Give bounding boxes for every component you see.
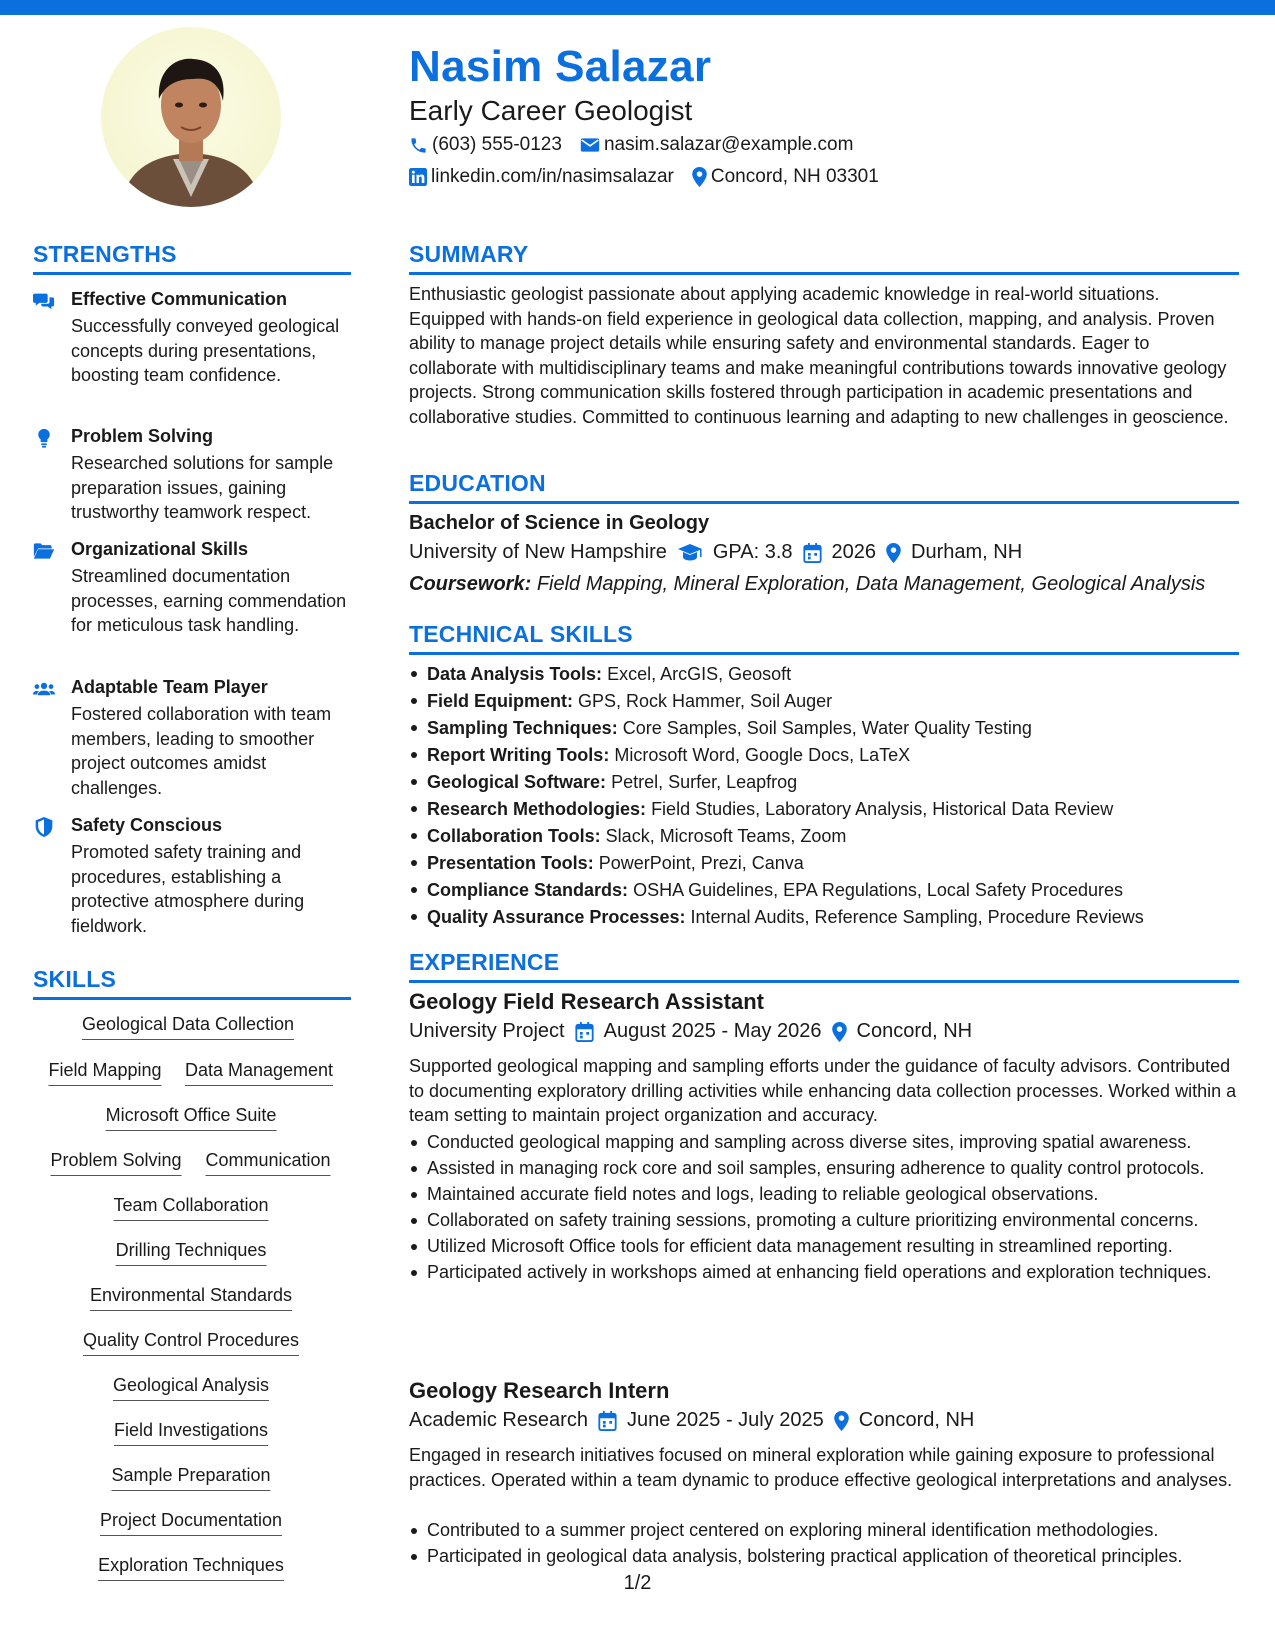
skill-category: Collaboration Tools:	[427, 826, 601, 846]
strength-description: Researched solutions for sample preparation issues, gaining trustworthy teamwork respect.	[71, 453, 334, 522]
experience-heading: EXPERIENCE	[409, 949, 560, 975]
coursework-list: Field Mapping, Mineral Exploration, Data Management, Geological Analysis	[536, 573, 1206, 595]
job-description: Engaged in research initiatives focused on mineral exploration while gaining exposure to professional practices. Operated within a team dynamic to produce effective geological interpretations and analyses.	[409, 1445, 1233, 1490]
location-text: Concord, NH 03301	[710, 166, 879, 187]
list-item: Utilized Microsoft Office tools for efficient data management resulting in streamlined reporting.	[409, 1234, 1239, 1259]
strength-title: Organizational Skills	[71, 539, 249, 559]
degree-title: Bachelor of Science in Geology	[409, 512, 710, 534]
skill-values: Petrel, Surfer, Leapfrog	[611, 772, 798, 792]
skill-values: Microsoft Word, Google Docs, LaTeX	[614, 745, 911, 765]
list-item	[409, 850, 1239, 877]
linkedin-text: linkedin.com/in/nasimsalazar	[431, 166, 674, 187]
list-item	[409, 904, 1239, 931]
list-item	[409, 715, 1239, 742]
candidate-name: Nasim Salazar	[409, 42, 712, 91]
skill-category: Compliance Standards:	[427, 880, 629, 900]
experience-divider	[409, 980, 1239, 983]
skill-values: Field Studies, Laboratory Analysis, Historical Data Review	[651, 799, 1114, 819]
skill-tag: Drilling Techniques	[116, 1240, 267, 1266]
skill-category: Data Analysis Tools:	[427, 664, 603, 684]
candidate-title: Early Career Geologist	[409, 95, 693, 126]
folder-open-icon	[33, 541, 55, 561]
strengths-heading: STRENGTHS	[33, 241, 177, 267]
job-title: Geology Research Intern	[409, 1378, 670, 1403]
list-item	[409, 823, 1239, 850]
coursework-line	[409, 573, 1205, 596]
job-organization: University Project	[409, 1020, 565, 1042]
job-title: Geology Field Research Assistant	[409, 989, 764, 1014]
skill-tag: Geological Data Collection	[82, 1014, 294, 1040]
school-name: University of New Hampshire	[409, 541, 667, 563]
strength-title: Effective Communication	[71, 289, 288, 309]
job-location: Concord, NH	[856, 1020, 973, 1042]
map-pin-icon	[692, 167, 707, 187]
skill-tag: Field Mapping	[48, 1060, 161, 1086]
strength-title: Adaptable Team Player	[71, 677, 268, 697]
job-description: Supported geological mapping and sampling efforts under the guidance of faculty advisors. Contributed to documenting exploratory drilling activities while enhancing data collection processes. Worked within a team setting to maintain project organization and accuracy.	[409, 1056, 1237, 1125]
job-organization: Academic Research	[409, 1409, 588, 1431]
technical-skills-list	[409, 661, 1239, 931]
linkedin-icon	[409, 168, 427, 186]
job-bullets	[409, 1130, 1239, 1286]
skill-tag: Communication	[205, 1150, 330, 1176]
linkedin-contact[interactable]	[409, 166, 674, 188]
skill-values: Slack, Microsoft Teams, Zoom	[605, 826, 847, 846]
list-item: Conducted geological mapping and sampling across diverse sites, improving spatial awareness.	[409, 1130, 1239, 1155]
list-item	[409, 877, 1239, 904]
skill-values: Excel, ArcGIS, Geosoft	[607, 664, 792, 684]
list-item	[409, 661, 1239, 688]
skill-tag: Problem Solving	[50, 1150, 181, 1176]
skill-tag: Quality Control Procedures	[83, 1330, 299, 1356]
job-location: Concord, NH	[858, 1409, 975, 1431]
phone-text: (603) 555-0123	[432, 134, 562, 155]
job-meta	[409, 1409, 984, 1432]
location-contact	[692, 166, 879, 188]
strengths-divider	[33, 272, 351, 275]
users-icon	[33, 679, 55, 699]
contact-row-secondary	[409, 166, 897, 188]
email-text: nasim.salazar@example.com	[603, 134, 854, 155]
skill-values: GPS, Rock Hammer, Soil Auger	[578, 691, 833, 711]
job-dates: August 2025 - May 2026	[603, 1020, 822, 1042]
list-item: Maintained accurate field notes and logs, leading to reliable geological observations.	[409, 1182, 1239, 1207]
skill-category: Report Writing Tools:	[427, 745, 610, 765]
phone-contact[interactable]	[409, 134, 562, 156]
skill-tag: Team Collaboration	[113, 1195, 268, 1221]
envelope-icon	[580, 136, 600, 154]
job-dates: June 2025 - July 2025	[626, 1409, 824, 1431]
strength-description: Promoted safety training and procedures, establishing a protective atmosphere during fieldwork.	[71, 842, 305, 936]
graduation-year: 2026	[831, 541, 877, 563]
email-contact[interactable]	[580, 134, 854, 156]
calendar-icon	[575, 1022, 594, 1042]
skills-divider	[33, 997, 351, 1000]
list-item: Assisted in managing rock core and soil samples, ensuring adherence to quality control protocols.	[409, 1156, 1239, 1181]
list-item	[409, 769, 1239, 796]
skill-tag: Environmental Standards	[90, 1285, 292, 1311]
strength-description: Fostered collaboration with team members, leading to smoother project outcomes amidst challenges.	[71, 704, 332, 798]
skill-category: Presentation Tools:	[427, 853, 594, 873]
skill-tag: Geological Analysis	[113, 1375, 269, 1401]
contact-row-primary	[409, 134, 871, 156]
list-item: Participated in geological data analysis, bolstering practical application of theoretical principles.	[409, 1544, 1239, 1569]
list-item	[409, 688, 1239, 715]
graduation-cap-icon	[677, 543, 703, 563]
summary-heading: SUMMARY	[409, 241, 529, 267]
skill-tag: Field Investigations	[114, 1420, 268, 1446]
coursework-label: Coursework:	[409, 573, 532, 595]
skill-values: OSHA Guidelines, EPA Regulations, Local Safety Procedures	[633, 880, 1123, 900]
strength-title: Problem Solving	[71, 426, 214, 446]
job-meta	[409, 1020, 982, 1043]
skill-tag: Exploration Techniques	[98, 1555, 284, 1581]
page-number: 1/2	[623, 1572, 652, 1594]
education-heading: EDUCATION	[409, 470, 546, 496]
strength-description: Streamlined documentation processes, earning commendation for meticulous task handling.	[71, 566, 347, 635]
skill-tag: Data Management	[185, 1060, 333, 1086]
calendar-icon	[598, 1411, 617, 1431]
school-location: Durham, NH	[911, 541, 1023, 563]
skill-category: Research Methodologies:	[427, 799, 647, 819]
list-item: Participated actively in workshops aimed at enhancing field operations and exploration techniques.	[409, 1260, 1239, 1285]
skill-category: Quality Assurance Processes:	[427, 907, 686, 927]
strength-description: Successfully conveyed geological concepts during presentations, boosting team confidence.	[71, 316, 340, 385]
lightbulb-icon	[33, 428, 55, 448]
shield-icon	[33, 817, 55, 837]
phone-icon	[409, 136, 428, 155]
summary-divider	[409, 272, 1239, 275]
map-pin-icon	[832, 1022, 847, 1042]
skill-tag: Sample Preparation	[111, 1465, 270, 1491]
education-divider	[409, 501, 1239, 504]
skill-tag: Microsoft Office Suite	[106, 1105, 277, 1131]
skills-heading: SKILLS	[33, 966, 116, 992]
top-accent-bar	[0, 0, 1275, 15]
map-pin-icon	[886, 543, 901, 563]
skill-category: Geological Software:	[427, 772, 607, 792]
technical-skills-divider	[409, 652, 1239, 655]
strength-title: Safety Conscious	[71, 815, 223, 835]
map-pin-icon	[834, 1411, 849, 1431]
list-item	[409, 742, 1239, 769]
list-item: Collaborated on safety training sessions, promoting a culture prioritizing environmental concerns.	[409, 1208, 1239, 1233]
skill-category: Sampling Techniques:	[427, 718, 618, 738]
calendar-icon	[803, 543, 822, 563]
summary-text: Enthusiastic geologist passionate about applying academic knowledge in real-world situations. Equipped with hands-on field experience in geological data collection, mapping, and analysis. Proven ability to manage project details while ensuring safety and environmental standards. Eager to collaborate with multidisciplinary teams and make meaningful contributions towards innovative geology projects. Strong communication skills fostered through participation in academic presentations and collaborative studies. Committed to continuous learning and adapting to new challenges in geoscience.	[409, 284, 1229, 427]
profile-photo	[101, 27, 281, 207]
list-item	[409, 796, 1239, 823]
skill-tag: Project Documentation	[100, 1510, 282, 1536]
skill-values: PowerPoint, Prezi, Canva	[598, 853, 804, 873]
skill-values: Core Samples, Soil Samples, Water Quality Testing	[622, 718, 1032, 738]
list-item: Contributed to a summer project centered on exploring mineral identification methodologies.	[409, 1518, 1239, 1543]
skill-category: Field Equipment:	[427, 691, 573, 711]
job-bullets	[409, 1518, 1239, 1570]
technical-skills-heading: TECHNICAL SKILLS	[409, 621, 633, 647]
skill-values: Internal Audits, Reference Sampling, Procedure Reviews	[690, 907, 1144, 927]
comments-icon	[33, 291, 55, 311]
gpa-value: GPA: 3.8	[712, 541, 793, 563]
education-meta	[409, 541, 1032, 564]
